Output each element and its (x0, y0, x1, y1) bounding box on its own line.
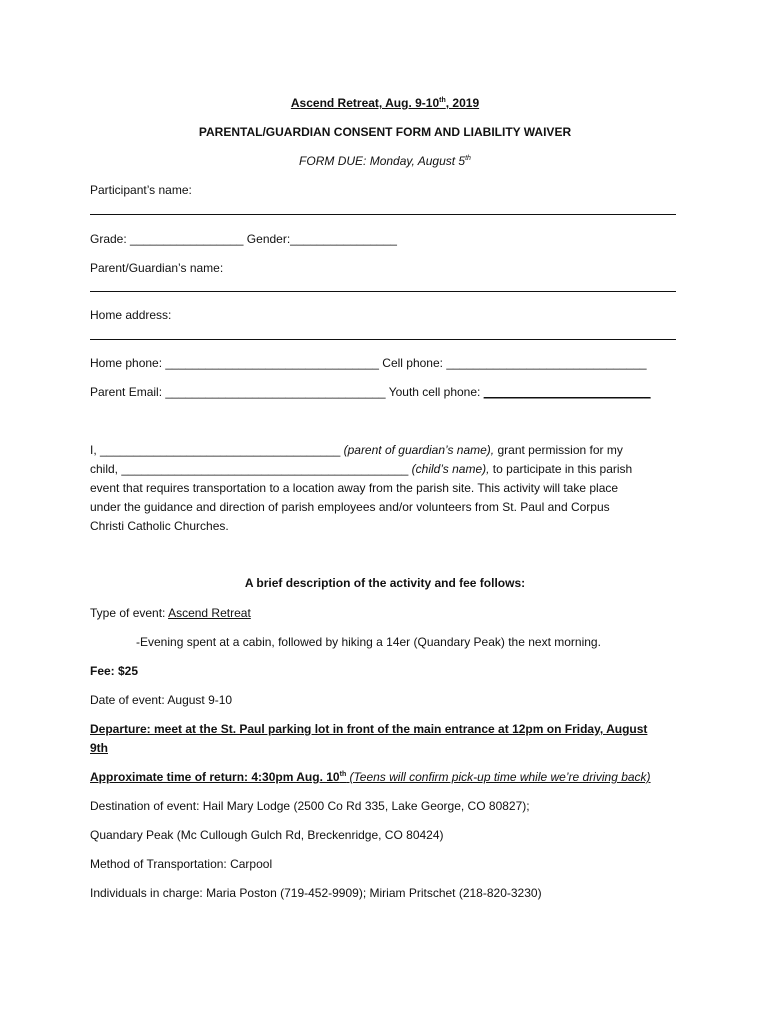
phone-fields[interactable]: Home phone: ________________________________ Cell phone: ______________________________ (90, 356, 647, 370)
guardian-name-line[interactable] (90, 291, 676, 292)
child-blank[interactable]: child, ___________________________________________ (90, 462, 412, 476)
permission-line-3: event that requires transportation to a location away from the parish site. This activity will take place (90, 481, 619, 495)
return-note: (Teens will confirm pick-up time while we’re driving back) (346, 770, 651, 784)
home-address-label: Home address: (90, 308, 172, 322)
guardian-name-label: Parent/Guardian’s name: (90, 261, 224, 275)
permission-text-2: to participate in this parish (489, 462, 633, 476)
event-type-value: Ascend Retreat (168, 606, 251, 620)
form-due-date (0, 153, 770, 169)
permission-line-2 (90, 461, 632, 477)
event-fee: Fee: $25 (90, 664, 139, 678)
event-description: -Evening spent at a cabin, followed by hiking a 14er (Quandary Peak) the next morning. (136, 635, 601, 649)
transportation-method: Method of Transportation: Carpool (90, 857, 273, 871)
return-time (90, 769, 651, 785)
permission-line-1 (90, 442, 623, 458)
participant-name-label: Participant’s name: (90, 183, 192, 197)
departure-line-1: Departure: meet at the St. Paul parking lot in front of the main entrance at 12pm on Friday, August (90, 722, 648, 736)
departure-line-2: 9th (90, 741, 108, 755)
due-text: FORM DUE: Monday, August 5 (299, 154, 466, 168)
event-type-label: Type of event: (90, 606, 169, 620)
guardian-hint: (parent of guardian’s name), (343, 443, 495, 457)
activity-heading: A brief description of the activity and fee follows: (244, 576, 526, 590)
guardian-blank[interactable]: I, ____________________________________ (90, 443, 344, 457)
email-label: Parent Email: _________________________________ Youth cell phone: (90, 385, 484, 399)
event-destination-2: Quandary Peak (Mc Cullough Gulch Rd, Breckenridge, CO 80424) (90, 828, 444, 842)
due-superscript: th (465, 155, 471, 162)
return-time-text: Approximate time of return: 4:30pm Aug. 10 (90, 770, 340, 784)
event-date: Date of event: August 9-10 (90, 693, 233, 707)
email-fields[interactable] (90, 384, 651, 400)
event-destination: Destination of event: Hail Mary Lodge (2500 Co Rd 335, Lake George, CO 80827); (90, 799, 530, 813)
form-title (0, 95, 770, 111)
title-year: , 2019 (445, 96, 480, 110)
youth-cell-blank[interactable]: _________________________ (483, 385, 651, 399)
child-hint: (child’s name), (411, 462, 490, 476)
return-superscript: th (339, 771, 347, 778)
home-address-line[interactable] (90, 339, 676, 340)
event-type (90, 605, 251, 621)
permission-line-4: under the guidance and direction of parish employees and/or volunteers from St. Paul and Corpus (90, 500, 610, 514)
permission-text: grant permission for my (494, 443, 623, 457)
title-superscript: th (439, 97, 446, 104)
grade-gender-field[interactable]: Grade: _________________ Gender:________________ (90, 232, 397, 246)
individuals-in-charge: Individuals in charge: Maria Poston (719-452-9909); Miriam Pritschet (218-820-3230) (90, 886, 542, 900)
permission-line-5: Christi Catholic Churches. (90, 519, 229, 533)
form-subtitle: PARENTAL/GUARDIAN CONSENT FORM AND LIABILITY WAIVER (198, 125, 572, 139)
title-text: Ascend Retreat, Aug. 9-10 (290, 96, 440, 110)
participant-name-line[interactable] (90, 214, 676, 215)
